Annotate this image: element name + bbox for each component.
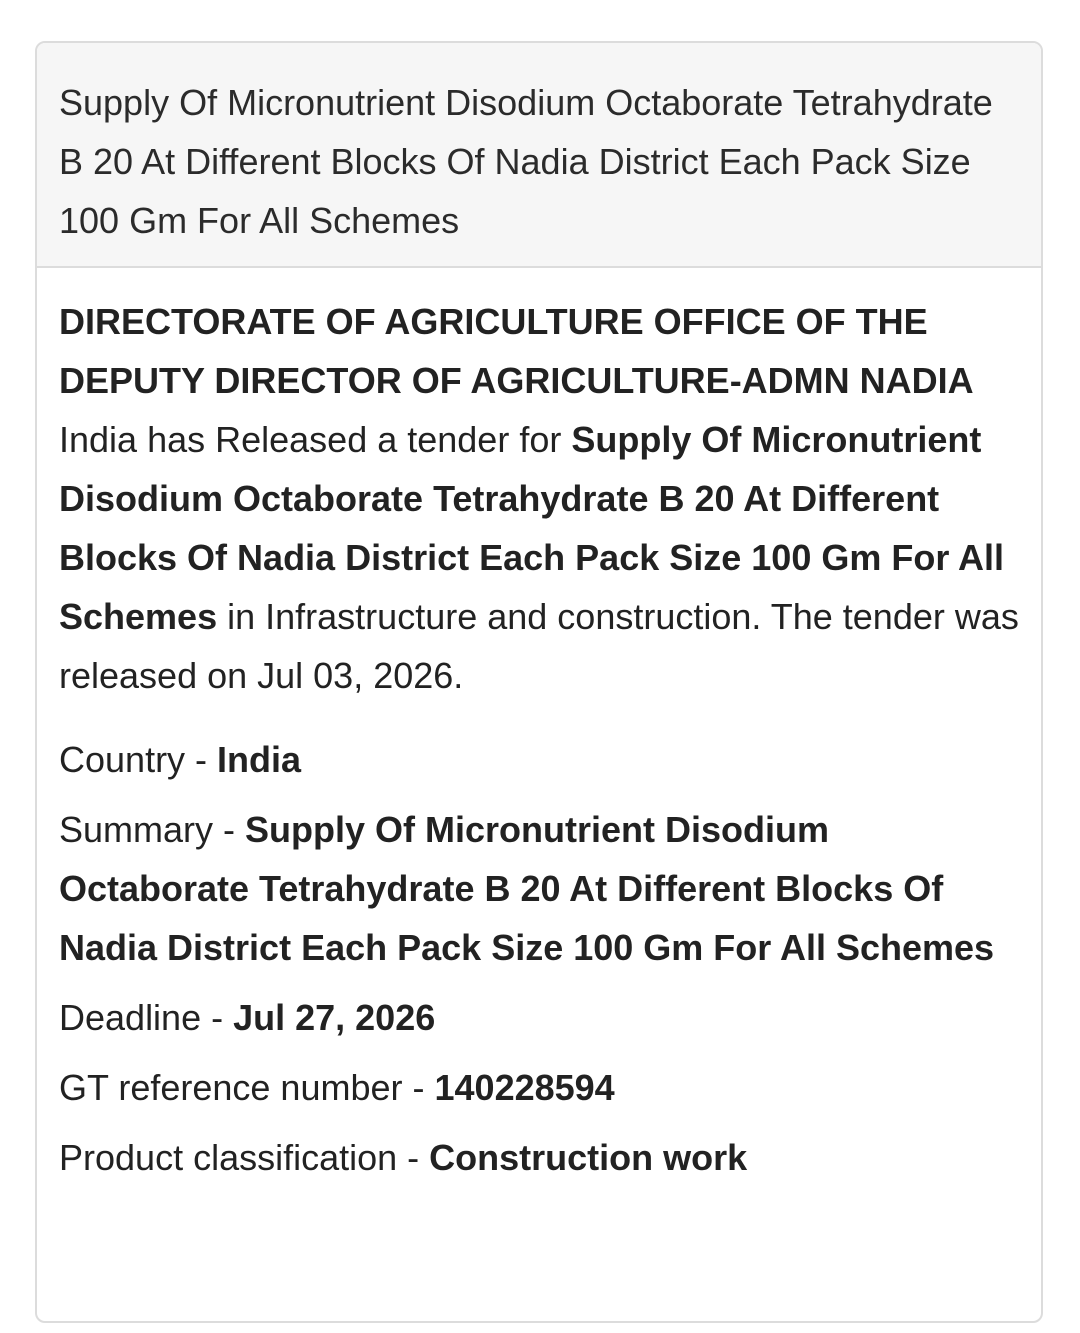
reference-number-value: 140228594 (434, 1067, 615, 1108)
deadline-label: Deadline - (59, 997, 234, 1038)
tender-name: Supply Of Micronutrient Disodium Octaborate Tetrahydrate B 20 At Different Blocks Of Nadia District Each Pack Size 100 Gm For All Schemes (59, 419, 1005, 637)
intro-text-end: in Infrastructure and construction. The tender was released on Jul 03, 2026. (59, 596, 1019, 696)
tender-details (37, 268, 1041, 1187)
summary-value: Supply Of Micronutrient Disodium Octaborate Tetrahydrate B 20 At Different Blocks Of Nadia District Each Pack Size 100 Gm For All Schemes (59, 809, 995, 968)
reference-number-label: GT reference number - (59, 1067, 435, 1108)
product-classification-field (59, 1128, 1019, 1187)
deadline-field (59, 988, 1019, 1047)
summary-label: Summary - (59, 809, 246, 850)
reference-number-field (59, 1058, 1019, 1117)
summary-field (59, 800, 1019, 977)
tender-card (35, 41, 1043, 1323)
country-field (59, 730, 1019, 789)
tender-description (59, 292, 1019, 705)
country-value: India (217, 739, 302, 780)
organization-name: DIRECTORATE OF AGRICULTURE OFFICE OF THE DEPUTY DIRECTOR OF AGRICULTURE-ADMN NADIA (59, 301, 973, 401)
product-classification-label: Product classification - (59, 1137, 430, 1178)
deadline-value: Jul 27, 2026 (233, 997, 436, 1038)
country-label: Country - (59, 739, 218, 780)
tender-title: Supply Of Micronutrient Disodium Octaborate Tetrahydrate B 20 At Different Blocks Of Nadia District Each Pack Size 100 Gm For All Schemes (37, 43, 1041, 268)
intro-text: India has Released a tender for (59, 419, 562, 460)
product-classification-value: Construction work (429, 1137, 748, 1178)
